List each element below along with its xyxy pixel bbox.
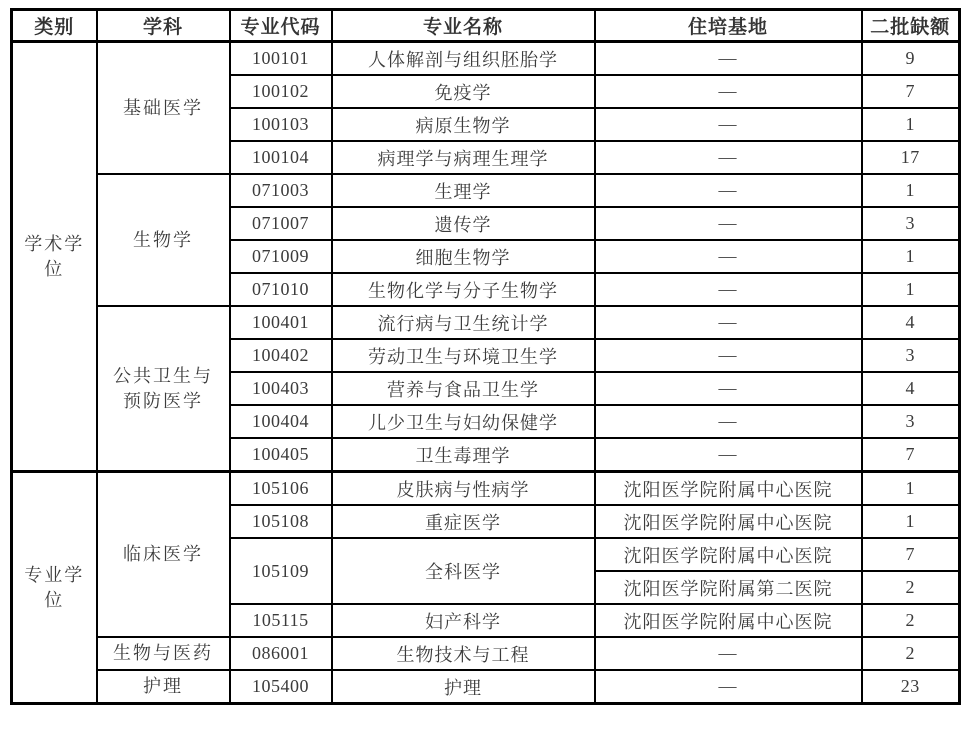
header-code: 专业代码 (230, 10, 332, 42)
name-cell: 全科医学 (332, 538, 595, 604)
base-cell: — (595, 438, 862, 472)
base-cell: — (595, 339, 862, 372)
quota-cell: 23 (862, 670, 960, 704)
base-cell: — (595, 670, 862, 704)
code-cell: 071003 (230, 174, 332, 207)
code-cell: 100103 (230, 108, 332, 141)
code-cell: 105108 (230, 505, 332, 538)
base-cell: — (595, 306, 862, 339)
name-cell: 妇产科学 (332, 604, 595, 637)
discipline-cell: 公共卫生与 预防医学 (97, 306, 230, 472)
discipline-cell: 生物与医药 (97, 637, 230, 670)
quota-cell: 3 (862, 339, 960, 372)
quota-cell: 9 (862, 42, 960, 76)
code-cell: 105400 (230, 670, 332, 704)
name-cell: 人体解剖与组织胚胎学 (332, 42, 595, 76)
admission-quota-table (10, 8, 961, 705)
header-row (12, 10, 960, 42)
base-cell: — (595, 108, 862, 141)
category-cell: 专业学位 (12, 472, 97, 704)
quota-cell: 2 (862, 637, 960, 670)
base-cell: 沈阳医学院附属中心医院 (595, 604, 862, 637)
name-cell: 劳动卫生与环境卫生学 (332, 339, 595, 372)
name-cell: 重症医学 (332, 505, 595, 538)
code-cell: 100405 (230, 438, 332, 472)
base-cell: — (595, 75, 862, 108)
table-row (12, 670, 960, 704)
table-row (12, 42, 960, 76)
quota-cell: 17 (862, 141, 960, 174)
code-cell: 071009 (230, 240, 332, 273)
header-quota: 二批缺额 (862, 10, 960, 42)
quota-cell: 1 (862, 240, 960, 273)
code-cell: 100102 (230, 75, 332, 108)
base-cell: — (595, 141, 862, 174)
name-cell: 护理 (332, 670, 595, 704)
quota-cell: 7 (862, 538, 960, 571)
base-cell: — (595, 240, 862, 273)
quota-cell: 7 (862, 438, 960, 472)
base-cell: — (595, 207, 862, 240)
name-cell: 生理学 (332, 174, 595, 207)
base-cell: 沈阳医学院附属第二医院 (595, 571, 862, 604)
name-cell: 皮肤病与性病学 (332, 472, 595, 506)
table-body (12, 42, 960, 704)
name-cell: 流行病与卫生统计学 (332, 306, 595, 339)
name-cell: 生物化学与分子生物学 (332, 273, 595, 306)
discipline-cell: 生物学 (97, 174, 230, 306)
base-cell: — (595, 273, 862, 306)
base-cell: 沈阳医学院附属中心医院 (595, 505, 862, 538)
table-row (12, 306, 960, 339)
quota-cell: 3 (862, 405, 960, 438)
base-cell: 沈阳医学院附属中心医院 (595, 472, 862, 506)
quota-cell: 3 (862, 207, 960, 240)
code-cell: 100404 (230, 405, 332, 438)
header-name: 专业名称 (332, 10, 595, 42)
base-cell: — (595, 42, 862, 76)
quota-cell: 2 (862, 604, 960, 637)
name-cell: 生物技术与工程 (332, 637, 595, 670)
name-cell: 免疫学 (332, 75, 595, 108)
base-cell: — (595, 372, 862, 405)
category-cell: 学术学位 (12, 42, 97, 472)
code-cell: 071010 (230, 273, 332, 306)
quota-cell: 1 (862, 273, 960, 306)
header-category: 类别 (12, 10, 97, 42)
code-cell: 105106 (230, 472, 332, 506)
name-cell: 营养与食品卫生学 (332, 372, 595, 405)
code-cell: 100104 (230, 141, 332, 174)
code-cell: 100401 (230, 306, 332, 339)
quota-cell: 2 (862, 571, 960, 604)
table-row (12, 472, 960, 506)
base-cell: — (595, 174, 862, 207)
name-cell: 细胞生物学 (332, 240, 595, 273)
base-cell: — (595, 637, 862, 670)
header-base: 住培基地 (595, 10, 862, 42)
name-cell: 卫生毒理学 (332, 438, 595, 472)
quota-cell: 1 (862, 472, 960, 506)
code-cell: 100402 (230, 339, 332, 372)
code-cell: 105109 (230, 538, 332, 604)
table-row (12, 174, 960, 207)
code-cell: 071007 (230, 207, 332, 240)
name-cell: 遗传学 (332, 207, 595, 240)
code-cell: 100101 (230, 42, 332, 76)
quota-cell: 1 (862, 174, 960, 207)
name-cell: 儿少卫生与妇幼保健学 (332, 405, 595, 438)
name-cell: 病原生物学 (332, 108, 595, 141)
quota-cell: 4 (862, 306, 960, 339)
base-cell: — (595, 405, 862, 438)
discipline-cell: 护理 (97, 670, 230, 704)
quota-cell: 7 (862, 75, 960, 108)
quota-cell: 1 (862, 505, 960, 538)
code-cell: 105115 (230, 604, 332, 637)
header-discipline: 学科 (97, 10, 230, 42)
base-cell: 沈阳医学院附属中心医院 (595, 538, 862, 571)
quota-cell: 1 (862, 108, 960, 141)
discipline-cell: 临床医学 (97, 472, 230, 638)
name-cell: 病理学与病理生理学 (332, 141, 595, 174)
code-cell: 100403 (230, 372, 332, 405)
code-cell: 086001 (230, 637, 332, 670)
table-row (12, 637, 960, 670)
discipline-cell: 基础医学 (97, 42, 230, 175)
quota-cell: 4 (862, 372, 960, 405)
